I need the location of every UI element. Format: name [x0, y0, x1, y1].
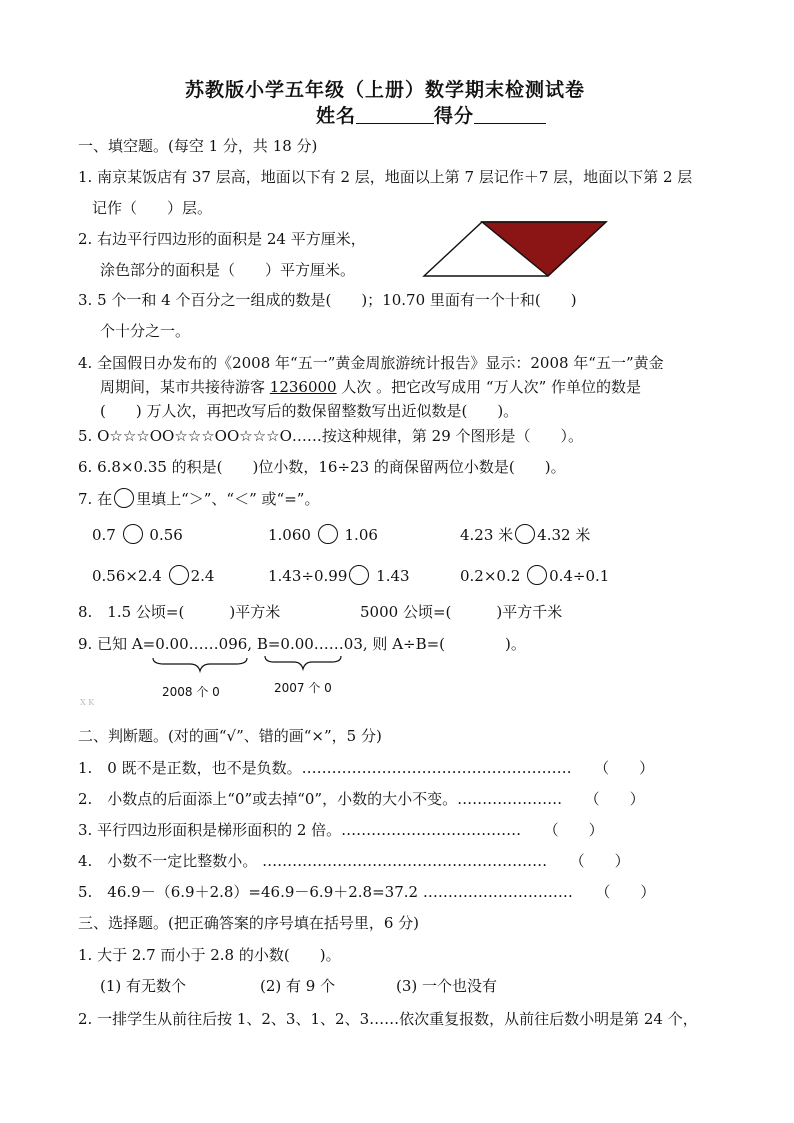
answer-circle[interactable] [349, 565, 369, 585]
section-3-heading: 三、选择题。(把正确答案的序号填在括号里，6 分) [78, 914, 420, 932]
q4-number: 1236000 [269, 378, 337, 396]
question-1-line-1: 1. 南京某饭店有 37 层高，地面以下有 2 层，地面以上第 7 层记作＋7 层，地面以下第 2 层 [78, 168, 693, 186]
compare-1: 0.7 0.56 [92, 526, 183, 544]
question-8b: 5000 公顷=( )平方千米 [360, 603, 563, 621]
stray-mark: X K [80, 698, 95, 707]
q7-text-post: 里填上“＞”、“＜” 或“=”。 [136, 490, 320, 508]
page-title: 苏教版小学五年级（上册）数学期末检测试卷 [185, 79, 586, 101]
question-4-line-3: ( ) 万人次，再把改写后的数保留整数写出近似数是( )。 [100, 402, 519, 420]
question-3-line-2: 个十分之一。 [100, 322, 191, 340]
choice-question-2: 2. 一排学生从前往后按 1、2、3、1、2、3……依次重复报数，从前往后数小明是第 24 个， [78, 1010, 698, 1028]
answer-circle[interactable] [169, 565, 189, 585]
underbrace-icon [262, 654, 344, 672]
judge-item-1: 1. 0 既不是正数，也不是负数。……………………………………………… （ ） [78, 759, 655, 777]
brace-label-2007: 2007 个 0 [274, 681, 332, 695]
answer-circle[interactable] [318, 524, 338, 544]
choice-option-2: (2) 有 9 个 [260, 977, 336, 995]
name-blank[interactable] [356, 107, 434, 124]
judge-item-5: 5. 46.9－（6.9＋2.8）=46.9－6.9＋2.8=37.2 ………………………… （ ） [78, 883, 656, 901]
underbrace-icon [150, 656, 250, 674]
name-label: 姓名 [316, 105, 357, 127]
judge-item-2: 2. 小数点的后面添上“0”或去掉“0”，小数的大小不变。………………… （ ） [78, 790, 645, 808]
question-3-line-1: 3. 5 个一和 4 个百分之一组成的数是( )；10.70 里面有一个十和( ) [78, 291, 577, 309]
question-6: 6. 6.8×0.35 的积是( )位小数，16÷23 的商保留两位小数是( )。 [78, 458, 566, 476]
judge-item-4: 4. 小数不一定比整数小。 ………………………………………………… （ ） [78, 852, 630, 870]
shaded-triangle [482, 222, 606, 276]
parallelogram-figure [420, 218, 610, 280]
section-2-heading: 二、判断题。(对的画“√”、错的画“×”，5 分) [78, 727, 382, 745]
name-score-line [316, 106, 546, 126]
q4-text-pre: 周期间，某市共接待游客 [100, 378, 270, 396]
question-5: 5. O☆☆☆OO☆☆☆OO☆☆☆O……按这种规律，第 29 个图形是（ ）。 [78, 427, 584, 445]
choice-question-1: 1. 大于 2.7 而小于 2.8 的小数( )。 [78, 946, 341, 964]
question-4-line-2 [100, 377, 641, 397]
question-4-line-1: 4. 全国假日办发布的《2008 年“五一”黄金周旅游统计报告》显示：2008 年“五一”黄金 [78, 354, 664, 372]
question-2-line-2: 涂色部分的面积是（ ）平方厘米。 [100, 261, 356, 279]
score-label: 得分 [434, 105, 475, 127]
question-9: 9. 已知 A=0.00……096, B=0.00……03, 则 A÷B=( )。 [78, 635, 526, 653]
score-blank[interactable] [474, 107, 546, 124]
answer-circle[interactable] [123, 524, 143, 544]
judge-item-3: 3. 平行四边形面积是梯形面积的 2 倍。……………………………… （ ） [78, 821, 604, 839]
question-8a: 8. 1.5 公顷=( )平方米 [78, 603, 281, 621]
comparison-circle-icon [114, 488, 134, 508]
answer-circle[interactable] [515, 524, 535, 544]
section-1-heading: 一、填空题。(每空 1 分，共 18 分) [78, 137, 318, 155]
compare-2: 1.060 1.06 [268, 526, 378, 544]
question-2-line-1: 2. 右边平行四边形的面积是 24 平方厘米， [78, 230, 366, 248]
question-7 [78, 488, 319, 509]
choice-option-3: (3) 一个也没有 [396, 977, 498, 995]
compare-4: 0.56×2.4 2.4 [92, 567, 215, 585]
compare-5: 1.43÷0.99 1.43 [268, 567, 410, 585]
question-1-line-2: 记作（ ）层。 [92, 199, 213, 217]
q7-text-pre: 7. 在 [78, 490, 113, 508]
brace-label-2008: 2008 个 0 [162, 685, 220, 699]
choice-option-1: (1) 有无数个 [100, 977, 187, 995]
compare-6: 0.2×0.2 0.4÷0.1 [460, 567, 610, 585]
q4-text-post: 人次 。把它改写成用 “万人次” 作单位的数是 [336, 378, 642, 396]
answer-circle[interactable] [527, 565, 547, 585]
compare-3: 4.23 米 4.32 米 [460, 526, 591, 544]
